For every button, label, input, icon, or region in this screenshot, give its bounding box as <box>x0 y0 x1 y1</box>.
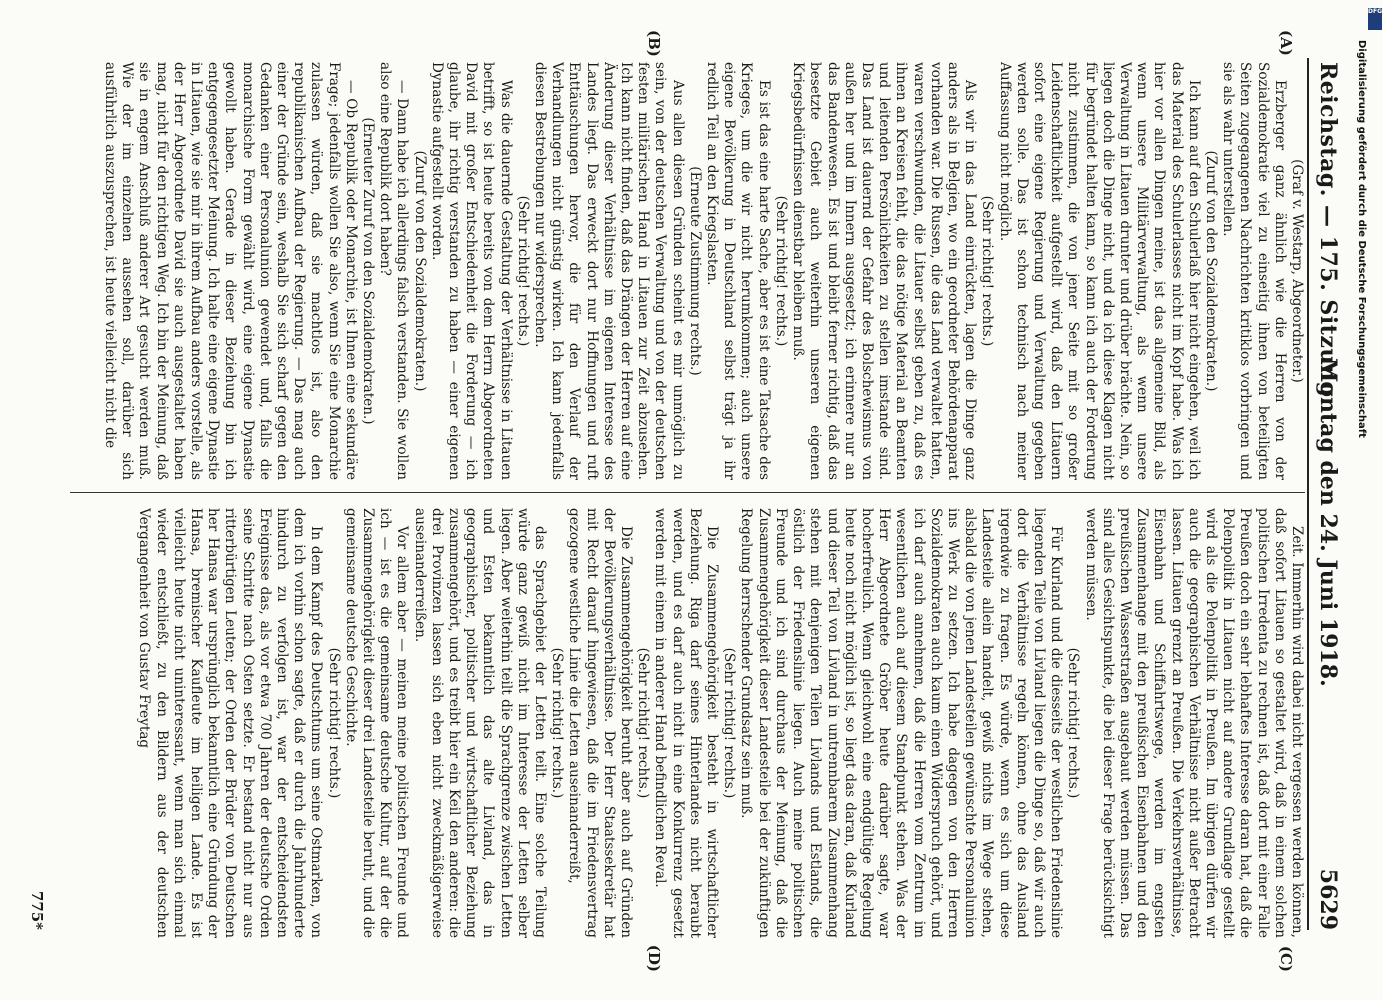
interjection: (Sehr richtig! rechts.) <box>514 195 531 347</box>
paragraph: Aus allen diesen Gründen scheint es mir unmöglich zu sein, von der deutschen Verwaltung und von der deutschen festen militärischen Hand in Litauen zur Zeit abzusehen. Ich kann nicht finden, daß das Drängen der Herren auf eine Änderung dieser Verhältnisse im eigenen Interesse des Landes liegt. Das erweckt dort nur Hoffnungen und ruft Enttäuschungen hervor, die für den Verlauf der Verhandlungen nicht günstig wirken. Ich kann jedenfalls diesen Bestrebungen nur widersprechen. <box>532 62 686 480</box>
interjection: (Sehr richtig! rechts.) <box>721 647 738 799</box>
column-divider <box>70 492 1305 493</box>
paragraph: Für Kurland und die diesseits der westlichen Friedenslinie liegenden Teile von Livland liegen die Dinge so, daß wir auch dort die Verhältnisse regeln können, ohne das Ausland irgendwie zu fragen. Es würde, wenn es sich um diese Landesteile allein handelt, gewiß nichts im Wege stehen, alsbald die von jenen Landesteilen gewünschte Personalunion ins Werk zu setzen. Ich habe dagegen von den Herren Sozialdemokraten auch kaum einen Widerspruch gehört, und ich darf auch annehmen, daß die Herren vom Zentrum im wesentlichen auch auf diesem Standpunkt stehen. Was der Herr Abgeordnete Gröber heute darüber sagte, war hocherfreulich. Wenn gleichwohl eine endgültige Regelung heute noch nicht möglich ist, so liegt das daran, daß Kurland und dieser Teil von Livland in untrennbarem Zusammenhang stehen mit denjenigen Teilen Livlands und Estlands, die östlich der Friedenslinie liegen. Auch meine politischen Freunde und ich sind durchaus der Meinung, daß die Zusammengehörigkeit dieser Landesteile bei der zukünftigen Regelung herrschender Grundsatz sein muß. <box>738 508 1065 938</box>
paragraph: Erzberger ganz ähnlich wie die Herren von der Sozialdemokratie viel zu einseitig ihnen von beteiligten Seiten zugegangenen Nachrichten kritiklos vorbringen und sie als wahr unterstellen. <box>1220 62 1288 480</box>
paragraph: In dem Kampf des Deutschtums um seine Ostmarken, von dem ich vorhin schon sagte, daß er durch die Jahrhunderte hindurch zu verfolgen ist, war der entscheidendsten Ereignisse das, als vor etwa 700 Jahren der deutsche Orden seine Schritte nach Osten setzte. Er bestand nicht nur aus ritterbürtigen Leuten; der Orden der Brüder von Deutschen her Hansa war ursprünglich bekanntlich eine Gründung der Hansa, bremischer Kaufleute im heiligen Lande. Es ist vielleicht heute nicht uninteressant, wenn man sich einmal wieder entschließt, zu den Bildern aus der deutschen Vergangenheit von Gustav Freytag <box>136 508 325 938</box>
text-column-left <box>55 62 1305 480</box>
paragraph: Es ist das eine harte Sache, aber es ist eine Tatsache des Krieges, um die wir nicht herumkommen; auch unsere eigene Bevölkerung in Deutschland selbst trägt ja ihr redlich Teil an den Kriegslasten. <box>704 62 772 480</box>
interjection: (Sehr richtig! rechts.) <box>772 195 789 347</box>
margin-marker-d: (D) <box>645 944 663 972</box>
interjection: (Sehr richtig! rechts.) <box>635 647 652 799</box>
signature-mark: 775* <box>28 890 46 930</box>
margin-marker-a: (A) <box>1277 30 1295 56</box>
paragraph: — Dann habe ich allerdings falsch verstanden. Sie wollen also eine Republik dort haben? <box>377 62 411 480</box>
paragraph: das Sprachgebiet der Letten teilt. Eine solche Teilung würde ganz gewiß nicht im Interesse der Letten selber liegen. Aber weiterhin teilt die Sprachgrenze zwischen Letten und Esten bekanntlich das alte Livland, das in geographischer, politischer und wirtschaftlicher Beziehung zusammengehört, und es treibt hier ein Keil den anderen: die drei Provinzen lassen sich eben nicht zweckmäßigerweise auseinanderreißen. <box>411 508 549 938</box>
interjection: (Sehr richtig! rechts.) <box>979 195 996 347</box>
interjection: (Erneute Zustimmung rechts.) <box>686 166 703 376</box>
interjection: (Sehr richtig! rechts.) <box>325 647 342 799</box>
paragraph: Ich kann auf den Schulerlaß hier nicht eingehen, weil ich das Material des Schulerlasses nicht im Kopf habe. Was ich hier vor allen Dingen meine, ist das allgemeine Bild, als wenn unsere Militärverwaltung, als wenn unsere Verwaltung in Litauen drunter und drüber brächte. Nein, so liegen doch die Dinge nicht, und da ich diese Klagen nicht für begründet halten kann, so kann ich auch der Forderung nicht zustimmen, die von jener Seite mit so großer Leidenschaftlichkeit aufgestellt wird, daß den Litauern sofort eine eigene Regierung und Verwaltung gegeben werden solle. Das ist schon technisch nach meiner Auffassung nicht möglich. <box>996 62 1202 480</box>
dfg-logo: DFG <box>1368 8 1382 30</box>
page-header <box>1307 58 1343 930</box>
paragraph: Die Zusammengehörigkeit besteht in wirtschaftlicher Beziehung. Riga darf seines Hinterlandes nicht beraubt werden, und es darf auch nicht in eine Konkurrenz gesetzt werden mit einem in anderer Hand befindlichen Reval. <box>652 508 721 938</box>
margin-marker-c: (C) <box>1277 945 1295 972</box>
header-left: Reichstag. — 175. Sitzung. <box>1315 62 1341 406</box>
interjection: (Zuruf von den Sozialdemokraten.) <box>1202 150 1219 392</box>
page-number: 5629 <box>1315 868 1341 930</box>
paragraph: Was die dauernde Gestaltung der Verhältnisse in Litauen betrifft, so ist heute bereits von dem Herrn Abgeordneten David mit großer Entschiedenheit die Forderung — ich glaube, ihr richtig verstanden zu haben — einer eigenen Dynastie aufgestellt worden. <box>428 62 514 480</box>
interjection: (Sehr richtig! rechts.) <box>549 647 566 799</box>
text-column-right <box>55 508 1305 938</box>
digitization-credit: Digitalisierung gefördert durch die Deutsche Forschungsgemeinschaft <box>1356 40 1367 438</box>
paragraph: Die Zusammengehörigkeit beruht aber auch auf Gründen der Bevölkerungsverhältnisse. Der Herr Staatssekretär hat mit Recht darauf hingewiesen, daß die im Friedensvertrag gezogene westliche Linie die Letten auseinanderreißt, <box>566 508 635 938</box>
interjection: (Graf v. Westarp, Abgeordneter.) <box>1289 159 1305 383</box>
interjection: (Erneuter Zuruf von den Sozialdemokraten.) <box>360 117 377 425</box>
header-date: Montag den 24. Juni 1918. <box>1315 358 1341 687</box>
interjection: (Sehr richtig! rechts.) <box>1065 647 1082 799</box>
margin-marker-b: (B) <box>645 30 663 57</box>
interjection: (Zuruf von den Sozialdemokraten.) <box>411 150 428 392</box>
paragraph: Als wir in das Land einrückten, lagen die Dinge ganz anders als in Belgien, wo ein geordneter Behördenapparat vorhanden war. Die Russen, die das Land verwaltet hatten, waren verschwunden, die Litauer selbst geben zu, daß es ihnen an Kreisen fehlt, die das nötige Material an Beamten und leitenden Persönlichkeiten zu stellen imstande sind. Das Land ist dauernd der Gefahr des Bolschewismus von außen her und im Innern ausgesetzt; ich erinnere nur an das Bandenwesen. Es ist und bleibt ferner richtig, daß das besetzte Gebiet auch weiterhin unseren eigenen Kriegsbedürfnissen dienstbar bleiben muß. <box>790 62 979 480</box>
paragraph: Zeit. Immerhin wird dabei nicht vergessen werden können, daß sofort Litauen so gestaltet wird, daß in einem solchen politischen Irredenta zu rechnen ist, daß dort mit einer Falle Preußen doch ein sehr lebhaftes Interesse daran hat, daß die Polenpolitik in Litauen nicht auf andere Grundlage gestellt wird als die Polenpolitik in Preußen. Im übrigen dürfen wir auch die geographischen Verhältnisse nicht außer Betracht lassen. Litauen grenzt an Preußen. Die Verkehrsverhältnisse, Eisenbahn und Schiffahrtswege, werden im engsten Zusammenhange mit den preußischen Eisenbahnen und den preußischen Wasserstraßen ausgebaut werden müssen. Das sind alles Gesichtspunkte, die bei dieser Frage berücksichtigt werden müssen. <box>1082 508 1305 938</box>
paragraph: — Ob Republik oder Monarchie, ist Ihnen eine sekundäre Frage; jedenfalls wollen Sie also, wenn Sie eine Monarchie zulassen würden, daß sie machtlos ist, also den republikanischen Aufbau der Regierung. — Das mag auch einer der Gründe sein, weshalb Sie sich scharf gegen den Gedanken einer Personalunion gewendet und, falls die monarchische Form gewählt wird, eine eigene Dynastie gewollt haben. Gerade in dieser Beziehung bin ich entgegengesetzter Meinung. Ich halte eine eigene Dynastie in Litauen, wie sie mir in ihrem Aufbau anders vorstelle, als der Herr Abgeordnete David sie auch ausgestaltet haben mag, nicht für den richtigen Weg. Ich bin der Meinung, daß sie in engem Anschluß anderer Art gesucht werden muß. Wie der im einzelnen aussehen soll, darüber sich ausführlich auszusprechen, ist heute vielleicht nicht die <box>101 62 359 480</box>
paragraph: Vor allem aber — meinen meine politischen Freunde und ich — ist es die gemeinsame deutsche Kultur, auf der die Zusammengehörigkeit dieser drei Landesteile beruht, und die gemeinsame deutsche Geschichte. <box>342 508 411 938</box>
